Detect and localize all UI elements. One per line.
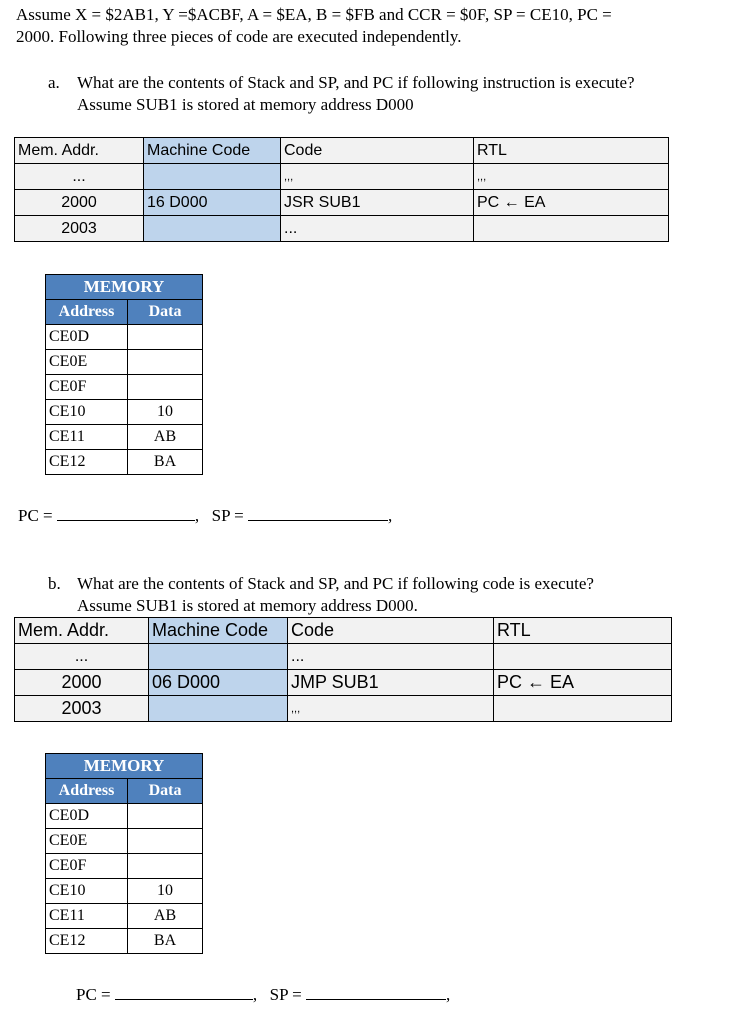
memory-row xyxy=(46,879,203,904)
header-rtl: RTL xyxy=(494,618,672,644)
memory-data xyxy=(128,829,203,854)
memory-data xyxy=(128,375,203,400)
cell-code: ... xyxy=(281,216,474,242)
memory-row xyxy=(46,375,203,400)
cell-rtl xyxy=(494,696,672,722)
memory-row xyxy=(46,854,203,879)
cell-addr: ... xyxy=(15,164,144,190)
table-row xyxy=(15,164,669,190)
header-mem-addr: Mem. Addr. xyxy=(15,618,149,644)
memory-row xyxy=(46,425,203,450)
memory-row xyxy=(46,450,203,475)
pc-label: PC = xyxy=(18,506,53,525)
memory-data xyxy=(128,854,203,879)
sp-label: SP = xyxy=(211,506,244,525)
header-rtl: RTL xyxy=(474,138,669,164)
comma: , xyxy=(252,985,258,1004)
memory-row xyxy=(46,350,203,375)
memory-data: 10 xyxy=(128,400,203,425)
memory-address: CE12 xyxy=(46,929,128,954)
memory-row xyxy=(46,400,203,425)
cell-rtl: ,,, xyxy=(474,164,669,190)
memory-data xyxy=(128,325,203,350)
cell-machine-code xyxy=(144,216,281,242)
cell-rtl: PC ← EA xyxy=(474,190,669,216)
part-b-question-line-1: What are the contents of Stack and SP, and PC if following code is execute? xyxy=(77,574,594,593)
table-row xyxy=(15,644,672,670)
table-row xyxy=(15,670,672,696)
part-a-memory-table xyxy=(45,274,203,475)
part-a-question-line-2: Assume SUB1 is stored at memory address D000 xyxy=(77,95,414,114)
memory-row xyxy=(46,804,203,829)
part-a-marker: a. xyxy=(48,73,60,92)
memory-address: CE0D xyxy=(46,804,128,829)
memory-data: AB xyxy=(128,904,203,929)
cell-code: ,,, xyxy=(288,696,494,722)
cell-code: JSR SUB1 xyxy=(281,190,474,216)
cell-addr: 2003 xyxy=(15,216,144,242)
part-a-answer-line xyxy=(18,505,392,526)
cell-code: ... xyxy=(288,644,494,670)
cell-addr: 2000 xyxy=(15,190,144,216)
memory-address: CE0E xyxy=(46,829,128,854)
memory-address: CE11 xyxy=(46,425,128,450)
table-row xyxy=(15,696,672,722)
cell-addr: 2000 xyxy=(15,670,149,696)
memory-address: CE0F xyxy=(46,375,128,400)
memory-col-data: Data xyxy=(128,300,203,325)
memory-data: 10 xyxy=(128,879,203,904)
table-row xyxy=(15,190,669,216)
sp-answer-blank[interactable] xyxy=(306,985,446,1000)
comma: , xyxy=(388,506,393,525)
cell-machine-code: 06 D000 xyxy=(149,670,288,696)
cell-code: ,,, xyxy=(281,164,474,190)
intro-line-1: Assume X = $2AB1, Y =$ACBF, A = $EA, B = $FB and CCR = $0F, SP = CE10, PC = xyxy=(16,5,612,24)
memory-row xyxy=(46,904,203,929)
part-b-question-line-2: Assume SUB1 is stored at memory address D000. xyxy=(77,596,418,615)
memory-row xyxy=(46,929,203,954)
memory-col-data: Data xyxy=(128,779,203,804)
pc-answer-blank[interactable] xyxy=(115,985,253,1000)
part-a-instruction-table xyxy=(14,137,669,242)
cell-machine-code xyxy=(149,696,288,722)
memory-data xyxy=(128,350,203,375)
cell-rtl xyxy=(474,216,669,242)
part-b-marker: b. xyxy=(48,574,61,593)
table-header-row xyxy=(15,618,672,644)
cell-addr: ... xyxy=(15,644,149,670)
header-mem-addr: Mem. Addr. xyxy=(15,138,144,164)
memory-address: CE12 xyxy=(46,450,128,475)
header-machine-code: Machine Code xyxy=(144,138,281,164)
cell-rtl xyxy=(494,644,672,670)
cell-machine-code xyxy=(149,644,288,670)
memory-title: MEMORY xyxy=(46,275,203,300)
part-b-answer-line xyxy=(76,984,450,1005)
cell-addr: 2003 xyxy=(15,696,149,722)
memory-address: CE0F xyxy=(46,854,128,879)
cell-code: JMP SUB1 xyxy=(288,670,494,696)
header-machine-code: Machine Code xyxy=(149,618,288,644)
memory-col-address: Address xyxy=(46,779,128,804)
part-b-memory-table xyxy=(45,753,203,954)
pc-label: PC = xyxy=(76,985,111,1004)
part-b-instruction-table xyxy=(14,617,672,722)
pc-answer-blank[interactable] xyxy=(57,506,195,521)
memory-address: CE0E xyxy=(46,350,128,375)
header-code: Code xyxy=(288,618,494,644)
memory-address: CE10 xyxy=(46,400,128,425)
comma: , xyxy=(194,506,200,525)
part-a-question-line-1: What are the contents of Stack and SP, and PC if following instruction is execute? xyxy=(77,73,635,92)
sp-label: SP = xyxy=(269,985,302,1004)
memory-data xyxy=(128,804,203,829)
memory-data: BA xyxy=(128,450,203,475)
header-code: Code xyxy=(281,138,474,164)
memory-data: BA xyxy=(128,929,203,954)
memory-row xyxy=(46,829,203,854)
memory-address: CE10 xyxy=(46,879,128,904)
table-row xyxy=(15,216,669,242)
memory-row xyxy=(46,325,203,350)
sp-answer-blank[interactable] xyxy=(248,506,388,521)
memory-col-address: Address xyxy=(46,300,128,325)
memory-title: MEMORY xyxy=(46,754,203,779)
cell-rtl: PC ← EA xyxy=(494,670,672,696)
comma: , xyxy=(446,985,451,1004)
table-header-row xyxy=(15,138,669,164)
memory-address: CE11 xyxy=(46,904,128,929)
cell-machine-code: 16 D000 xyxy=(144,190,281,216)
memory-data: AB xyxy=(128,425,203,450)
cell-machine-code xyxy=(144,164,281,190)
intro-line-2: 2000. Following three pieces of code are executed independently. xyxy=(16,27,462,46)
memory-address: CE0D xyxy=(46,325,128,350)
